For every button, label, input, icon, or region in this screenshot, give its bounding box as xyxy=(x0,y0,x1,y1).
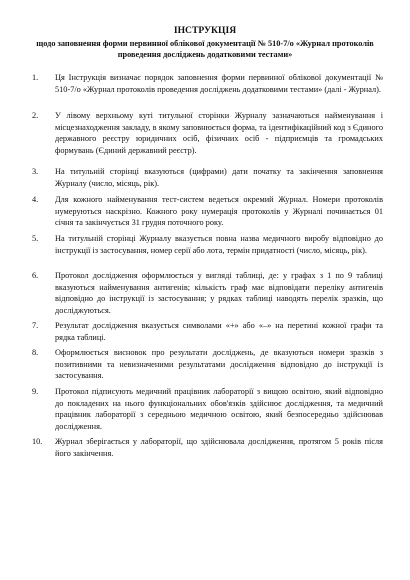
item-number: 6. xyxy=(32,271,39,280)
item-text: Для кожного найменування тест-систем ведеться окремий Журнал. Номери протоколів нумеруються наскрізно. Кожного року нумерація протоколів у Журналі починається 01 січня та закінчується 31 грудня поточного року. xyxy=(55,195,383,227)
item-text: Протокол дослідження оформлюється у вигляді таблиці, де: у графах з 1 по 9 таблиці вказуються найменування антигенів; кількість граф має відповідати переліку антигенів відповідно до інструкції із застосування; у рядках таблиці наводять перелік зразків, що досліджуються. xyxy=(55,271,383,315)
item-number: 10. xyxy=(32,437,43,446)
item-number: 1. xyxy=(32,73,39,82)
document-title: ІНСТРУКЦІЯ xyxy=(173,25,237,36)
document-subtitle: щодо заповнення форми первинної облікової документації № 510-7/о «Журнал протоколів проведення досліджень додатковими тестами» xyxy=(36,39,374,59)
item-text: У лівому верхньому куті титульної сторінки Журналу зазначаються найменування і місцезнаходження закладу, в якому заповнюється форма, та ідентифікаційний код з Єдиного державного реєстру юридичних осіб, фізичних осіб - підприємців та громадських формувань (Єдиний державний реєстр). xyxy=(55,111,383,155)
item-text: Ця Інструкція визначає порядок заповнення форми первинної облікової документації № 510-7/о «Журнал протоколів проведення досліджень додатковими тестами» (далі - Журнал). xyxy=(55,73,383,94)
item-text: Протокол підписують медичний працівник лабораторії з вищою освітою, який відповідно до покладених на нього функціональних обов'язків здійснює дослідження, та медичний працівник лабораторії з середньою медичною освітою, який безпосередньо здійснював дослідження. xyxy=(55,387,383,431)
item-number: 4. xyxy=(32,195,39,204)
item-text: Журнал зберігається у лабораторії, що здійснювала дослідження, протягом 5 років після його закінчення. xyxy=(55,437,383,458)
item-number: 5. xyxy=(32,234,39,243)
item-text: На титульній сторінці Журналу вказується повна назва медичного виробу відповідно до інструкції із застосування, номер серії або лота, термін придатності (число, місяць, рік). xyxy=(55,234,383,255)
item-number: 3. xyxy=(32,167,39,176)
item-text: На титульній сторінці вказуються (цифрами) дати початку та закінчення заповнення Журналу (число, місяць, рік). xyxy=(55,167,383,188)
item-number: 9. xyxy=(32,387,39,396)
item-text: Результат дослідження вказується символами «+» або «–» на перетині кожної графи та рядка таблиці. xyxy=(55,321,383,342)
item-number: 2. xyxy=(32,111,39,120)
item-text: Оформлюється висновок про результати досліджень, де вказуються номери зразків з позитивними та невизначеними результатами дослідження відповідно до інструкції із застосування. xyxy=(55,348,383,380)
item-number: 7. xyxy=(32,321,39,330)
item-number: 8. xyxy=(32,348,39,357)
